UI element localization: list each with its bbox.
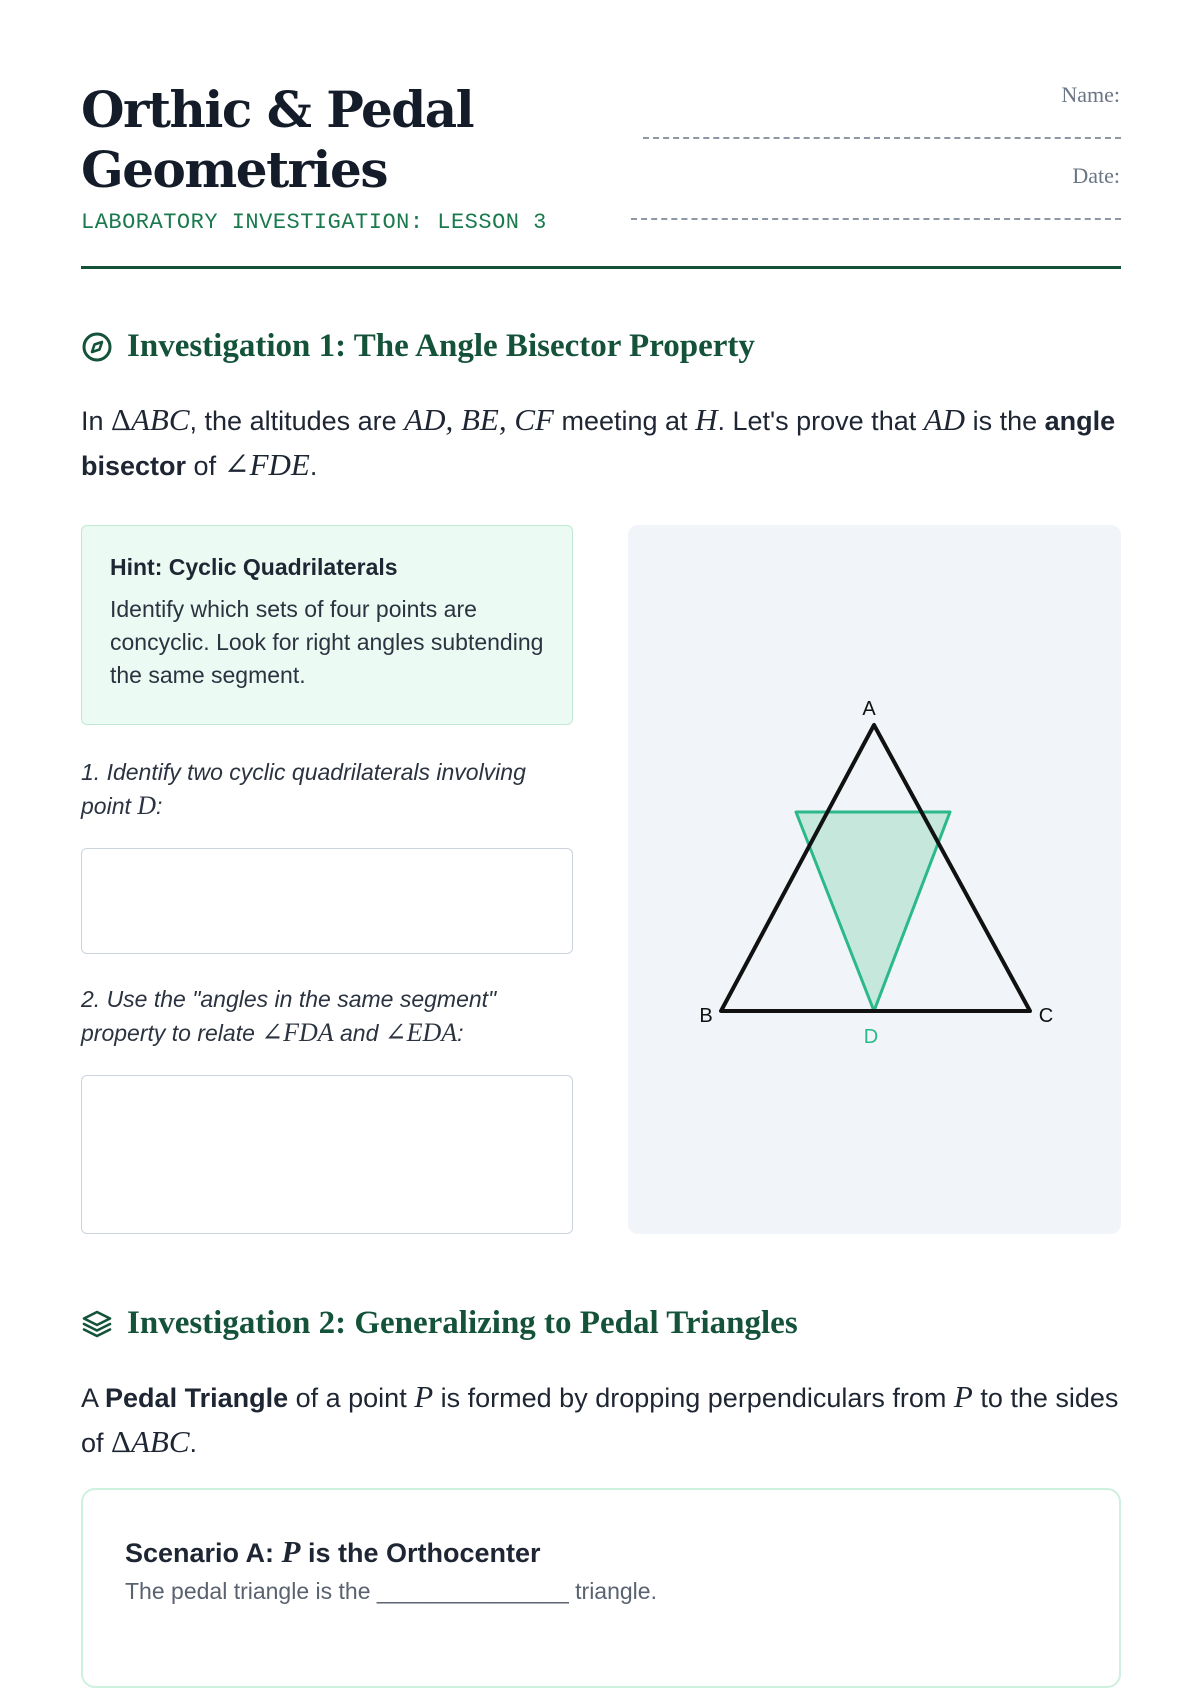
vertex-c-label: C — [1038, 1005, 1054, 1027]
name-label: Name: — [1061, 82, 1120, 107]
investigation-1-title: Investigation 1: The Angle Bisector Property — [127, 328, 755, 364]
triangle-diagram — [628, 525, 1121, 1234]
triangle-diagram-panel — [628, 525, 1121, 1234]
page-title: Orthic & Pedal Geometries — [81, 80, 474, 199]
name-field[interactable] — [643, 137, 1121, 139]
compass-icon — [81, 331, 113, 363]
vertex-b-label: B — [699, 1005, 713, 1027]
question-1-answer-box[interactable] — [81, 848, 573, 954]
investigation-1-heading — [81, 328, 755, 365]
date-label: Date: — [1072, 163, 1120, 188]
hint-body: Identify which sets of four points are concyclic. Look for right angles subtending the same segment. — [110, 596, 544, 688]
investigation-2-intro: A Pedal Triangle of a point P is formed by dropping perpendiculars from P to the sides of ΔABC. — [81, 1379, 1119, 1459]
investigation-1-intro: In ΔABC, the altitudes are AD, BE, CF meeting at H. Let's prove that AD is the angle bisector of ∠FDE. — [81, 402, 1116, 482]
header-divider — [81, 266, 1121, 269]
vertex-a-label: A — [862, 698, 876, 720]
hint-box — [81, 525, 573, 725]
investigation-2-heading — [81, 1305, 798, 1342]
foot-d-label: D — [863, 1026, 879, 1048]
scenario-a-title: Scenario A: P is the Orthocenter — [125, 1534, 541, 1569]
question-2: 2. Use the "angles in the same segment" property to relate ∠FDA and ∠EDA: — [81, 986, 497, 1047]
lesson-subtitle: LABORATORY INVESTIGATION: LESSON 3 — [81, 210, 547, 235]
investigation-2-title: Investigation 2: Generalizing to Pedal Triangles — [127, 1305, 798, 1341]
orthic-triangle — [796, 812, 950, 1011]
scenario-a-fill-in[interactable]: The pedal triangle is the _______________ triangle. — [125, 1578, 657, 1604]
layers-icon — [81, 1308, 113, 1340]
question-1: 1. Identify two cyclic quadrilaterals involving point D: — [81, 759, 526, 820]
scenario-a-card — [81, 1488, 1121, 1688]
hint-title: Hint: Cyclic Quadrilaterals — [110, 554, 398, 580]
date-field[interactable] — [631, 218, 1121, 220]
question-2-answer-box[interactable] — [81, 1075, 573, 1234]
